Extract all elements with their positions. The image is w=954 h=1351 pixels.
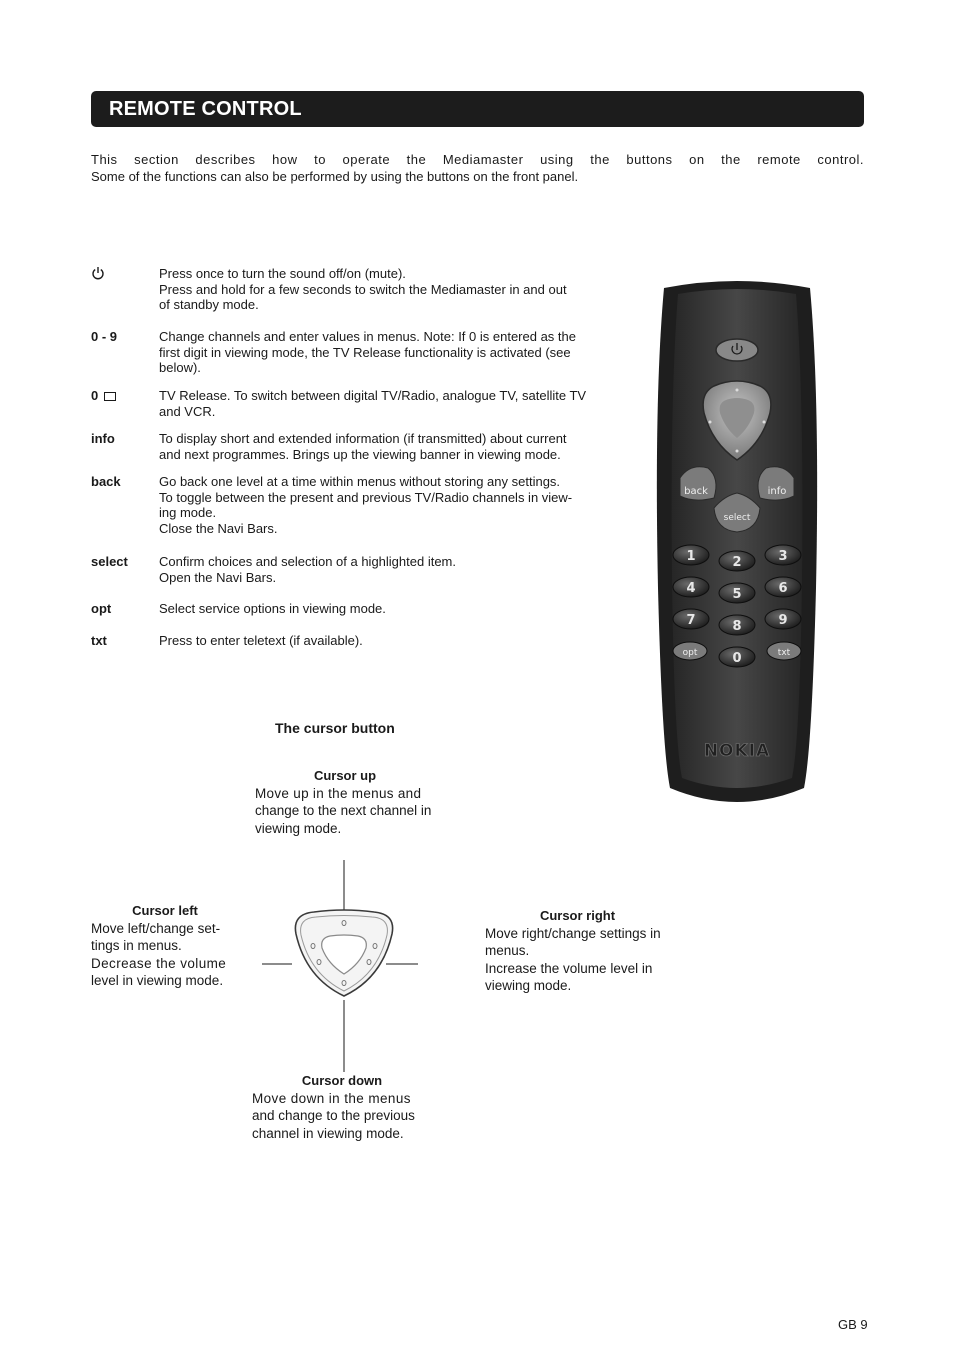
power-icon — [91, 266, 105, 284]
svg-text:9: 9 — [778, 613, 788, 628]
svg-text:info: info — [767, 486, 787, 497]
svg-text:6: 6 — [778, 581, 788, 596]
button-key: info — [91, 431, 115, 446]
button-description: Change channels and enter values in menus. Note: If 0 is entered as the first digit in viewing mode, the TV Release functionality is activated (see below). — [159, 329, 576, 375]
svg-text:opt: opt — [682, 648, 698, 658]
svg-text:3: 3 — [778, 549, 788, 564]
button-description: Go back one level at a time within menus without storing any settings. To toggle between the present and previous TV/Radio channels in view- ing mode. Close the Navi Bars. — [159, 474, 573, 536]
page-number: GB 9 — [838, 1317, 868, 1332]
button-key: 0 — [91, 388, 116, 404]
svg-text:0: 0 — [732, 651, 742, 666]
svg-text:8: 8 — [732, 619, 742, 634]
cursor-up-label: Cursor up Move up in the menus and change to the next channel in viewing mode. — [255, 768, 432, 836]
svg-text:1: 1 — [686, 549, 696, 564]
button-key: 0 - 9 — [91, 329, 118, 344]
cursor-pad-diagram — [262, 860, 420, 1074]
button-description: Press to enter teletext (if available). — [159, 633, 363, 648]
cursor-right-label: Cursor right Move right/change settings in menus. Increase the volume level in viewing mode. — [485, 908, 661, 993]
button-description: Select service options in viewing mode. — [159, 601, 386, 616]
intro-line-2: Some of the functions can also be performed by using the buttons on the front panel. — [91, 169, 579, 184]
button-key: select — [91, 554, 128, 569]
cursor-left-label: Cursor left Move left/change set- tings in menus. Decrease the volume level in viewing mode. — [91, 903, 227, 988]
svg-text:back: back — [684, 486, 708, 497]
button-description: Confirm choices and selection of a highlighted item. Open the Navi Bars. — [159, 554, 456, 585]
svg-text:7: 7 — [686, 613, 696, 628]
svg-text:2: 2 — [732, 555, 742, 570]
intro-line-1: This section describes how to operate the Mediamaster using the buttons on the remote control. — [91, 152, 864, 167]
cursor-heading: The cursor button — [275, 720, 395, 736]
svg-text:5: 5 — [732, 587, 742, 602]
button-key: back — [91, 474, 121, 489]
button-key: txt — [91, 633, 107, 648]
button-description: Press once to turn the sound off/on (mute). Press and hold for a few seconds to switch the Mediamaster in and out of standby mode. — [159, 266, 567, 312]
cursor-down-label: Cursor down Move down in the menus and change to the previous channel in viewing mode. — [252, 1073, 415, 1141]
intro-paragraph — [91, 151, 864, 185]
svg-text:txt: txt — [777, 648, 791, 658]
button-description: TV Release. To switch between digital TV/Radio, analogue TV, satellite TV and VCR. — [159, 388, 587, 419]
tv-release-icon — [104, 392, 116, 401]
svg-text:select: select — [723, 513, 751, 523]
section-header-bar — [91, 91, 864, 127]
section-title: REMOTE CONTROL — [109, 98, 302, 120]
button-key: opt — [91, 601, 112, 616]
brand-logo: NOKIA — [703, 741, 771, 761]
button-description: To display short and extended information (if transmitted) about current and next programmes. Brings up the viewing banner in viewing mode. — [159, 431, 567, 462]
svg-text:4: 4 — [686, 581, 696, 596]
remote-control-illustration — [654, 278, 820, 812]
